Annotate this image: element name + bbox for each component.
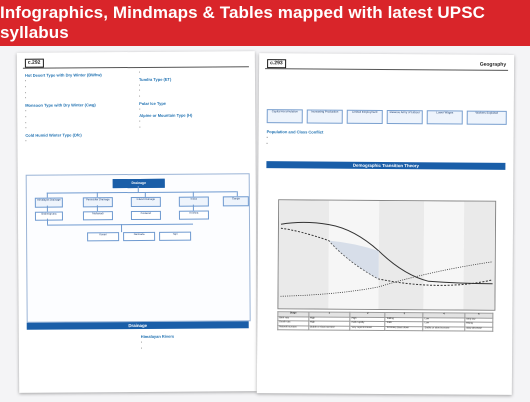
stage-3-band (378, 201, 424, 309)
node-indus: Indus (179, 196, 209, 206)
heading-polar-ice: Polar Ice Type (139, 100, 167, 106)
table-cell: Falling (385, 317, 423, 322)
node-tapi: Tapi (159, 232, 191, 241)
table-cell: Stable or slow increase (423, 326, 465, 331)
table-header-cell: 5 (465, 313, 493, 318)
flow-box-reserve: Reserve Army of Labour (387, 110, 423, 124)
dtt-table (277, 311, 493, 332)
text-block (139, 93, 247, 98)
node-peninsular: Peninsular Drainage (83, 197, 113, 207)
table-header-cell: 1 (309, 312, 351, 317)
table-cell: Natural increase (278, 325, 309, 330)
table-header-cell: 4 (423, 313, 465, 318)
text-block (267, 141, 506, 147)
table-row (278, 325, 493, 331)
page-number-badge: c.292 (25, 59, 44, 68)
flow-box-capital: Capital Accumulation (267, 109, 303, 123)
node-brahmaputra: Brahmaputra (35, 212, 63, 221)
text-block (25, 114, 131, 119)
stage-5-band (463, 202, 495, 310)
page-header (259, 59, 514, 71)
page-header (17, 57, 255, 69)
text-block (25, 125, 131, 130)
table-cell: Increase slows down (385, 326, 423, 331)
paragraph (27, 332, 133, 337)
dtt-chart (277, 199, 496, 311)
connector (121, 224, 122, 232)
node-godavari: Godavari (131, 211, 161, 220)
text-block (139, 106, 247, 111)
drainage-flowchart (26, 173, 251, 323)
table-header-cell: 2 (350, 312, 385, 317)
book-page-right (257, 53, 514, 395)
node-inland: Inland Drainage (131, 197, 161, 207)
dtt-chart-svg (278, 200, 495, 310)
text-block (25, 84, 131, 89)
flow-box-exploited: Workers Exploited (467, 111, 507, 125)
node-krishna: Krishna (179, 210, 209, 219)
text-block (25, 108, 131, 113)
heading-monsoon: Monsoon Type with Dry Winter (Cwg) (25, 102, 96, 108)
text-block (25, 95, 131, 100)
page-label-geography: Geography (479, 61, 507, 68)
table-cell: Falls rapidly (350, 321, 385, 326)
table-cell: Birth rate (278, 316, 309, 321)
banner (0, 0, 530, 46)
flow-box-wages: Lower Wages (427, 110, 463, 124)
text-block (25, 120, 131, 125)
table-cell: Rising (465, 322, 493, 327)
text-block (139, 69, 247, 74)
table-cell: Death rate (278, 321, 309, 326)
text-block (141, 345, 249, 350)
pop-text (267, 127, 506, 148)
table-cell: Very rapid increase (350, 326, 385, 331)
node-narmada: Narmada (123, 232, 155, 241)
node-mahanadi: Mahanadi (83, 211, 113, 220)
dtt-section-bar: Demographic Transition Theory (266, 161, 505, 170)
drainage-section-bar: Drainage (27, 321, 249, 330)
node-drainage-root: Drainage (113, 179, 165, 188)
table-cell: High (350, 317, 385, 322)
text-block (25, 90, 131, 95)
stage-4-band (423, 201, 464, 309)
heading-hot-desert: Hot Desert Type with Dry Winter (BWhw) (24, 72, 102, 78)
heading-population: Population and Class Conflict (266, 129, 324, 135)
table-cell: Falls (385, 322, 423, 327)
dtt-text (266, 171, 505, 184)
paragraph (27, 338, 133, 343)
stage-1-band (278, 200, 329, 308)
header-rule (23, 66, 249, 68)
heading-alpine: Alpine or Mountain Type (H) (139, 112, 193, 119)
book-page-left (17, 51, 257, 393)
heading-cold-humid: Cold Humid Winter Type (Dfc) (25, 132, 82, 138)
flow-box-employment: Limited Employment (347, 110, 383, 124)
drainage-text-col1 (27, 332, 133, 344)
banner-title: Infographics, Mindmaps & Tables mapped with latest UPSC syllabus (0, 3, 486, 42)
text-block (139, 88, 247, 93)
table-header-cell: Stage (278, 312, 309, 317)
intro-text (267, 71, 506, 84)
paragraph (267, 77, 506, 83)
table-cell: Low (423, 322, 465, 327)
drainage-text-col2 (141, 331, 249, 351)
header-rule (265, 68, 508, 70)
heading-tundra: Tundra Type (ET) (138, 76, 172, 82)
left-column-2 (139, 69, 247, 131)
node-ganga: Ganga (223, 196, 249, 206)
table-cell: Very low (465, 318, 493, 323)
text-block (141, 339, 249, 344)
text-block (25, 138, 131, 143)
text-block (25, 78, 131, 83)
text-block (139, 124, 247, 129)
paragraph (266, 177, 505, 183)
left-column-1 (25, 70, 132, 144)
page-number-badge: c.293 (267, 59, 286, 68)
node-himalayan: Himalayan Drainage (35, 198, 63, 208)
table-cell: High (308, 321, 350, 326)
text-block (139, 119, 247, 124)
table-cell: Stable or slow increase (308, 325, 350, 330)
table-cell: Slow decrease (465, 327, 493, 332)
table-cell: High (308, 316, 350, 321)
table-header-cell: 3 (385, 313, 423, 318)
table-cell: Low (423, 317, 465, 322)
connector (47, 191, 237, 193)
flow-box-production: Increasing Production (307, 109, 343, 123)
connector (47, 219, 48, 225)
text-block (139, 82, 247, 87)
node-kaveri: Kaveri (87, 232, 119, 241)
heading-himalayan-rivers: Himalayan Rivers (140, 333, 175, 339)
